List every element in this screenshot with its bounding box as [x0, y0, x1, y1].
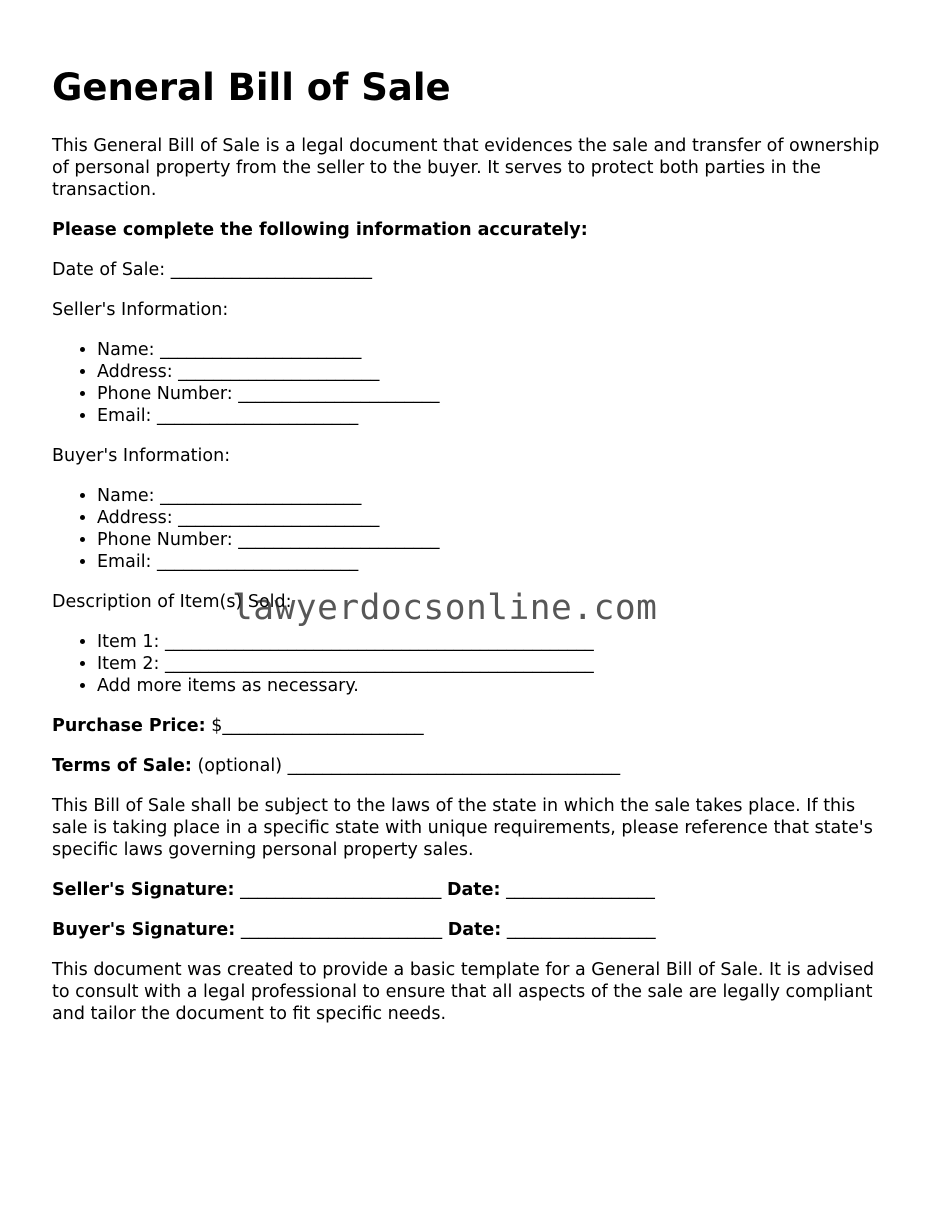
buyer-date-label: Date: — [447, 920, 502, 940]
purchase-price-label: Purchase Price: — [52, 716, 206, 736]
terms-of-sale-field — [52, 755, 892, 777]
governing-law-paragraph: This Bill of Sale shall be subject to the laws of the state in which the sale takes place. If this sale is taking place in a specific state with unique requirements, please reference that state's specific laws governing personal property sales. — [52, 796, 873, 860]
terms-of-sale-blank: (optional) ______________________________________ — [191, 756, 621, 776]
buyer-info-heading: Buyer's Information: — [52, 446, 231, 466]
date-of-sale-field: Date of Sale: _______________________ — [52, 260, 372, 280]
seller-date-label: Date: — [446, 880, 501, 900]
purchase-price-blank: $_______________________ — [205, 716, 424, 736]
buyer-phone-field: • Phone Number: _______________________ — [97, 529, 892, 551]
watermark-text: lawyerdocsonline.com — [232, 588, 658, 628]
instruction-text: Please complete the following information accurately: — [52, 220, 588, 240]
seller-date-blank: _________________ — [500, 880, 655, 900]
items-sold-list — [52, 631, 892, 697]
item-2-field: • Item 2: _________________________________________________ — [97, 653, 892, 675]
buyer-signature-blank: _______________________ — [235, 920, 448, 940]
disclaimer-paragraph: This document was created to provide a basic template for a General Bill of Sale. It is advised to consult with a legal professional to ensure that all aspects of the sale are legally compliant and tailor the document to fit specific needs. — [52, 960, 875, 1024]
seller-address-field: • Address: _______________________ — [97, 361, 892, 383]
seller-info-list — [52, 339, 892, 427]
buyer-date-blank: _________________ — [501, 920, 656, 940]
buyer-info-list — [52, 485, 892, 573]
instruction-heading — [52, 219, 892, 241]
document-page — [52, 62, 892, 1025]
intro-paragraph: This General Bill of Sale is a legal document that evidences the sale and transfer of ownership of personal property from the seller to the buyer. It serves to protect both parties in the transaction. — [52, 136, 880, 200]
seller-signature-line — [52, 879, 892, 901]
seller-email-field: • Email: _______________________ — [97, 405, 892, 427]
buyer-email-field: • Email: _______________________ — [97, 551, 892, 573]
seller-signature-blank: _______________________ — [234, 880, 447, 900]
buyer-signature-line — [52, 919, 892, 941]
terms-of-sale-label: Terms of Sale: — [52, 756, 192, 776]
buyer-address-field: • Address: _______________________ — [97, 507, 892, 529]
buyer-signature-label: Buyer's Signature: — [52, 920, 236, 940]
item-1-field: • Item 1: _________________________________________________ — [97, 631, 892, 653]
seller-signature-label: Seller's Signature: — [52, 880, 235, 900]
purchase-price-field — [52, 715, 892, 737]
seller-name-field: • Name: _______________________ — [97, 339, 892, 361]
buyer-name-field: • Name: _______________________ — [97, 485, 892, 507]
add-more-items-note: • Add more items as necessary. — [97, 675, 892, 697]
document-title: General Bill of Sale — [52, 66, 451, 109]
seller-info-heading: Seller's Information: — [52, 300, 229, 320]
items-sold-heading: Description of Item(s) Sold: — [52, 592, 292, 612]
seller-phone-field: • Phone Number: _______________________ — [97, 383, 892, 405]
